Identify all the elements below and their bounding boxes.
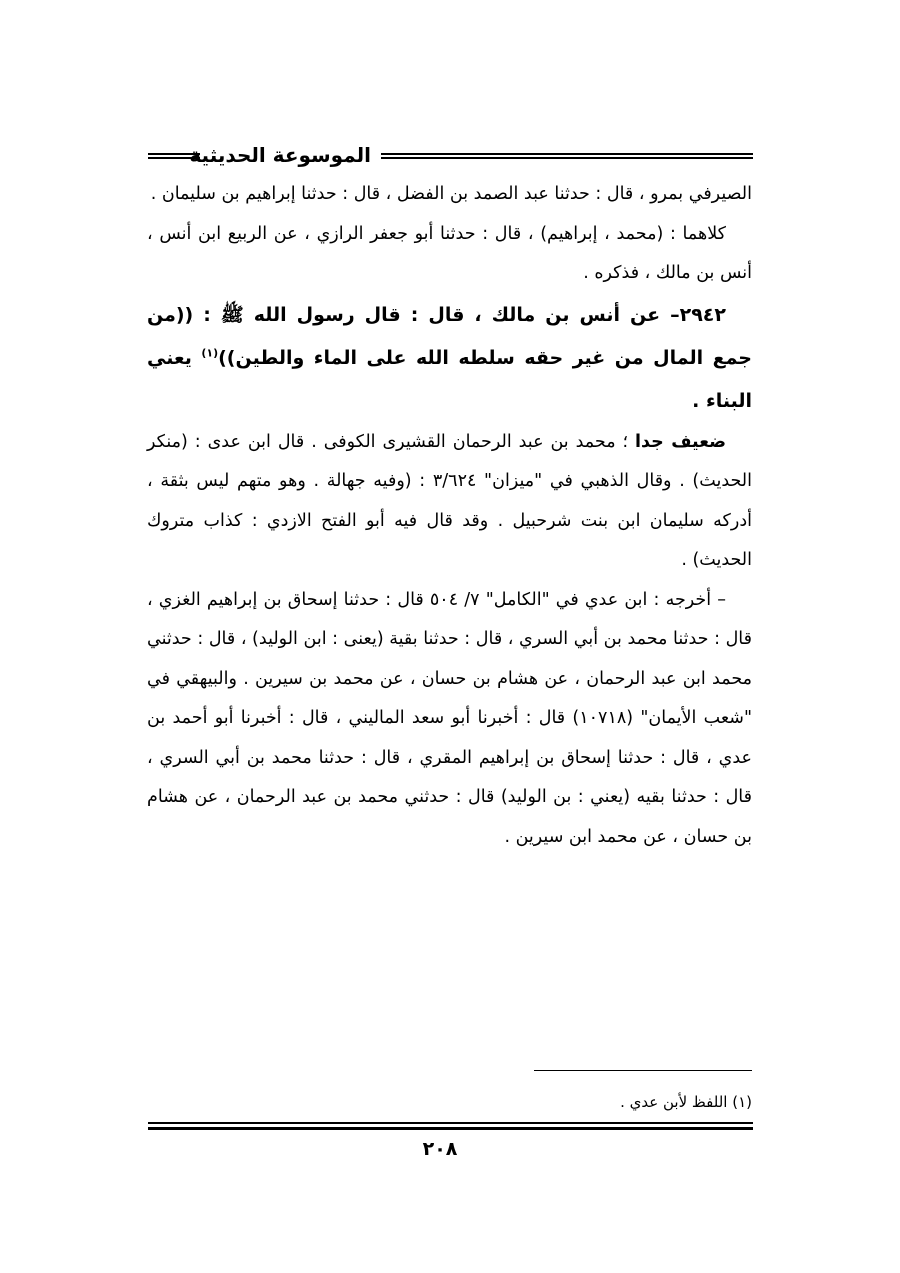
main-text [147,175,752,857]
paragraph-grading [147,423,752,581]
running-header [148,140,753,170]
hadith-text [147,294,752,423]
header-title: الموسوعة الحديثية [189,143,371,167]
header-rule-left [148,153,200,159]
header-rule-right [381,153,753,159]
footer-rule [148,1122,753,1130]
footnote-divider [534,1070,752,1071]
footnote: (١) اللفظ لأبن عدي . [620,1093,752,1111]
paragraph-both-narrators: كلاهما : (محمد ، إبراهيم) ، قال : حدثنا أبو جعفر الرازي ، عن الربيع ابن أنس ، أنس بن مالك ، فذكره . [147,223,752,283]
grade-explanation: ؛ محمد بن عبد الرحمان القشيرى الكوفى . قال ابن عدى : (منكر الحديث) . وقال الذهبي في "ميزان" ٣/٦٢٤ : (وفيه جهالة . وهو متهم ليس بثقة ، أدركه سليمان ابن بنت شرحبيل . وقد قال فيه أبو الفتح الازدي : كذاب متروك الحديث) . [147,431,752,570]
page-number: ٢٠٨ [422,1138,458,1160]
paragraph-takhrij: – أخرجه : ابن عدي في "الكامل" ٧/ ٥٠٤ قال : حدثنا إسحاق بن إبراهيم الغزي ، قال : حدثنا محمد بن أبي السري ، قال : حدثنا بقية (يعنى : ابن الوليد) ، قال : حدثني محمد ابن عبد الرحمان ، عن هشام بن حسان ، عن محمد بن سيرين . والبيهقي في "شعب الأيمان" (١٠٧١٨) قال : أخبرنا أبو سعد الماليني ، قال : أخبرنا أبو أحمد بن عدي ، قال : حدثنا إسحاق بن إبراهيم المقري ، قال : حدثنا محمد بن أبي السري ، قال : حدثنا بقيه (يعني : بن الوليد) قال : حدثني محمد بن عبد الرحمان ، عن هشام بن حسان ، عن محمد ابن سيرين . [147,589,752,847]
grade-label: ضعيف جدا [635,431,726,452]
footnote-marker: (١) [201,346,219,360]
paragraph-isnad-continuation: الصيرفي بمرو ، قال : حدثنا عبد الصمد بن الفضل ، قال : حدثنا إبراهيم بن سليمان . [150,184,752,204]
hadith-tail: يعني البناء . [147,346,752,412]
hadith-main: ٢٩٤٢– عن أنس بن مالك ، قال : قال رسول الله ﷺ : ((من جمع المال من غير حقه سلطه الله على الماء والطين)) [147,303,752,369]
